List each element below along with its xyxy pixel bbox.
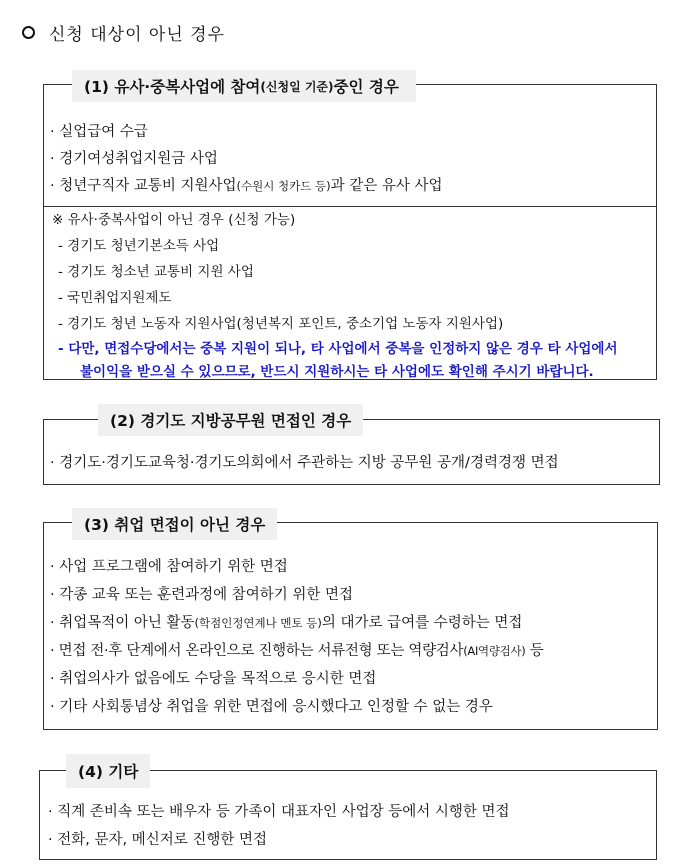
list-item: · 사업 프로그램에 참여하기 위한 면접 [50,559,288,575]
section-4-heading: (4) 기타 [66,754,150,788]
list-item: · 기타 사회통념상 취업을 위한 면접에 응시했다고 인정할 수 없는 경우 [50,699,493,715]
list-item: · 각종 교육 또는 훈련과정에 참여하기 위한 면접 [50,587,354,603]
list-item: · 취업목적이 아닌 활동(학점인정연계나 멘토 등)의 대가로 급여를 수령하는 면접 [50,615,523,631]
note-heading: ※ 유사·중복사업이 아닌 경우 (신청 가능) [52,212,296,228]
list-item: · 경기여성취업지원금 사업 [50,151,218,167]
note-item: - 경기도 청년 노동자 지원사업(청년복지 포인트, 중소기업 노동자 지원사업) [58,316,504,332]
list-item: · 면접 전·후 단계에서 온라인으로 진행하는 서류전형 또는 역량검사(AI역량검사) 등 [50,643,544,659]
page-title: 신청 대상이 아닌 경우 [49,24,226,45]
warning-line-1: - 다만, 면접수당에서는 중복 지원이 되나, 타 사업에서 중복을 인정하지 않은 경우 타 사업에서 [58,341,618,357]
note-item: - 경기도 청년기본소득 사업 [58,238,220,254]
section-2-heading: (2) 경기도 지방공무원 면접인 경우 [98,404,363,436]
warning-line-2: 불이익을 받으실 수 있으므로, 반드시 지원하시는 타 사업에도 확인해 주시기 바랍니다. [80,364,594,380]
page-title-row [22,18,225,46]
list-item: · 경기도·경기도교육청·경기도의회에서 주관하는 지방 공무원 공개/경력경쟁 면접 [50,455,559,471]
list-item: · 전화, 문자, 메신저로 진행한 면접 [48,832,267,848]
note-item: - 국민취업지원제도 [58,290,172,306]
list-item: · 실업급여 수급 [50,124,148,140]
list-item: · 청년구직자 교통비 지원사업(수원시 청카드 등)과 같은 유사 사업 [50,178,443,194]
list-item: · 직계 존비속 또는 배우자 등 가족이 대표자인 사업장 등에서 시행한 면접 [48,804,510,820]
section-1-heading: (1) 유사·중복사업에 참여 (신청일 기준) 중인 경우 [72,70,416,102]
circle-bullet-icon [22,26,35,39]
divider [43,206,657,207]
note-item: - 경기도 청소년 교통비 지원 사업 [58,264,254,280]
section-3-heading: (3) 취업 면접이 아닌 경우 [72,508,277,540]
list-item: · 취업의사가 없음에도 수당을 목적으로 응시한 면접 [50,671,377,687]
